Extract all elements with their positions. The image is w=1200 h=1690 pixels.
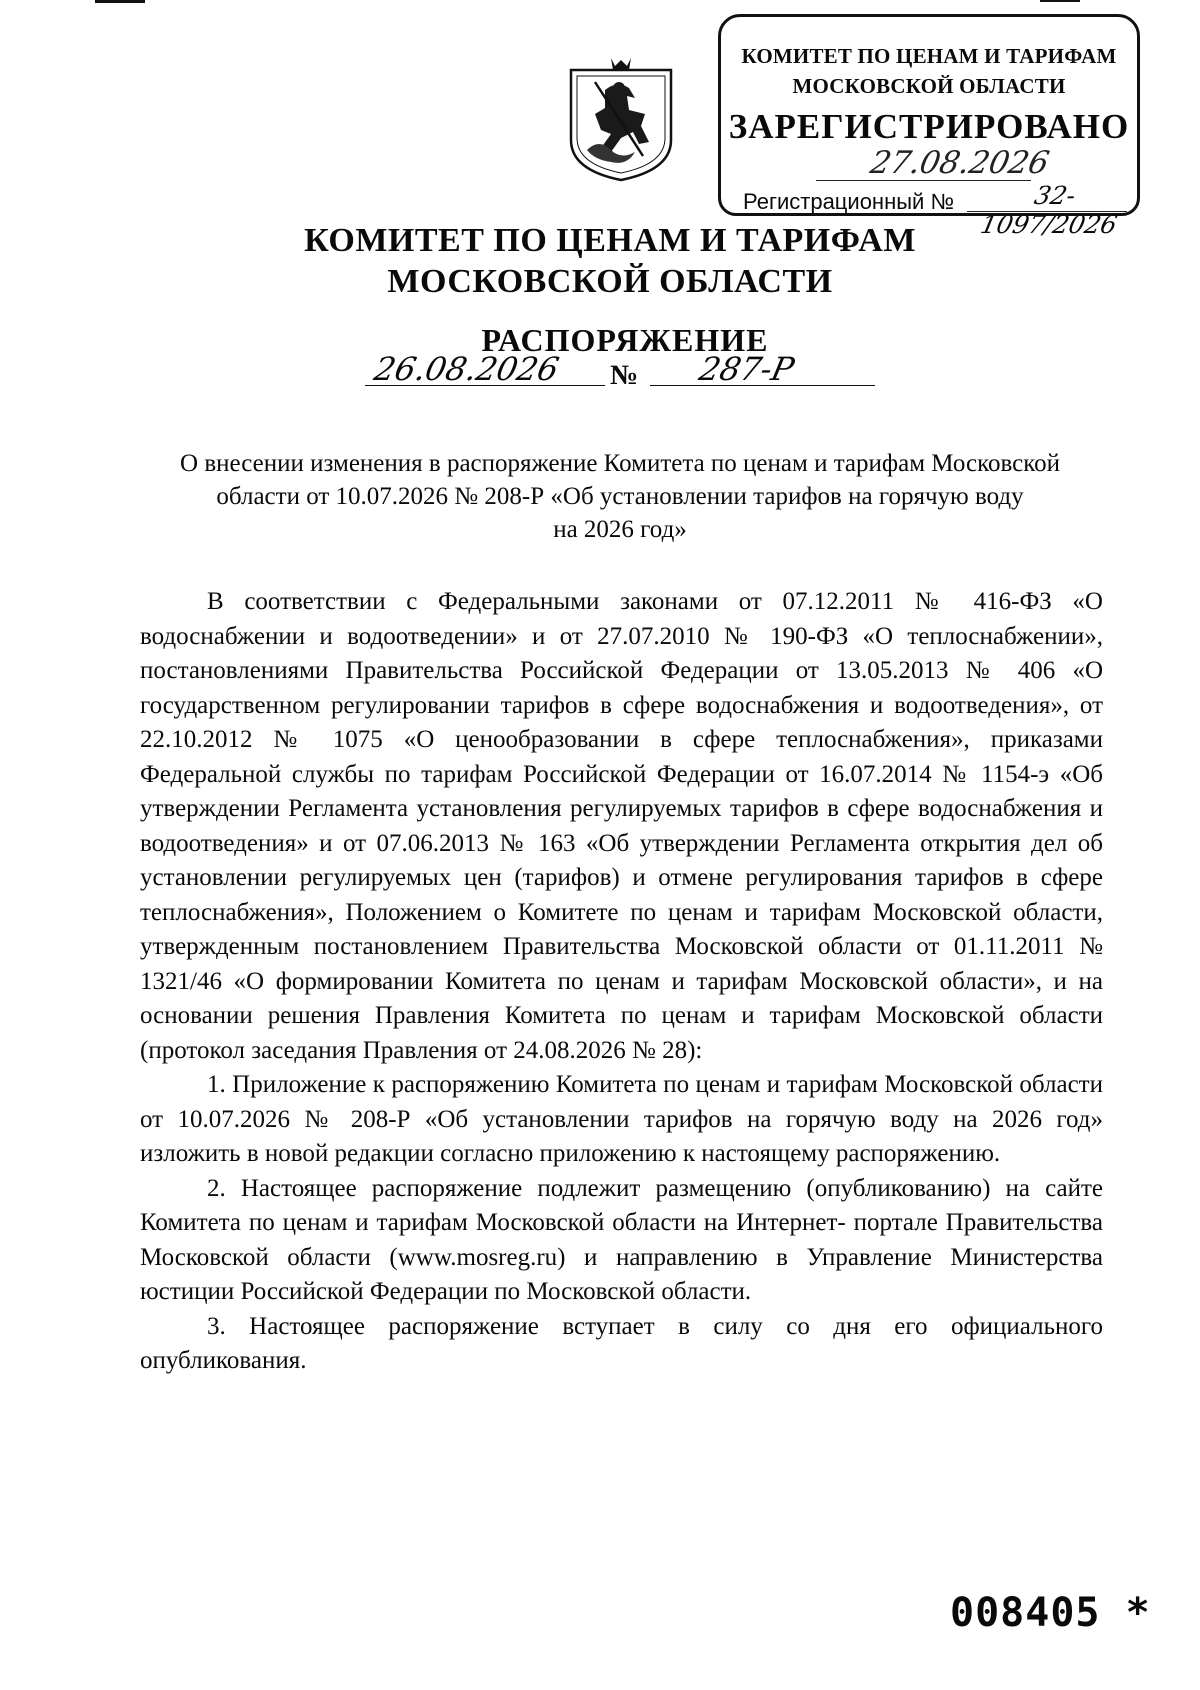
serial-number: 008405 *: [950, 1590, 1151, 1636]
date-underline: [365, 385, 605, 386]
clause-3: 3. Настоящее распоряжение вступает в силу со дня его официального опубликования.: [140, 1312, 1103, 1374]
document-date: 26.08.2026: [370, 350, 563, 388]
subject-line: О внесении изменения в распоряжение Комитета по ценам и тарифам Московской: [180, 450, 1060, 477]
subject-line: области от 10.07.2026 № 208-Р «Об установлении тарифов на горячую воду: [216, 483, 1024, 510]
subject-line: на 2026 год»: [553, 516, 687, 543]
stamp-org-line2: МОСКОВСКОЙ ОБЛАСТИ: [792, 74, 1066, 98]
org-title-line2: МОСКОВСКОЙ ОБЛАСТИ: [387, 263, 833, 300]
stamp-status: ЗАРЕГИСТРИРОВАНО: [728, 107, 1130, 146]
scan-edge-mark: [1040, 0, 1080, 2]
stamp-reg-underline: [967, 211, 1127, 212]
clause-2: 2. Настоящее распоряжение подлежит размещению (опубликованию) на сайте Комитета по ценам и тарифам Московской области на Интернет- портале Правительства Московской области (www.mosreg.ru) и направлению в Управление Министерства юстиции Российской Федерации по Московской области.: [140, 1174, 1103, 1305]
stamp-reg-label: Регистрационный №: [743, 189, 955, 214]
clause-1: 1. Приложение к распоряжению Комитета по ценам и тарифам Московской области от 10.07.2026 № 208-Р «Об установлении тарифов на горячую воду на 2026 год» изложить в новой редакции согласно приложению к настоящему распоряжению.: [140, 1071, 1103, 1167]
number-sign: №: [610, 360, 639, 391]
stamp-org-line1: КОМИТЕТ ПО ЦЕНАМ И ТАРИФАМ: [741, 44, 1117, 68]
moscow-oblast-coat-of-arms-icon: [565, 52, 677, 182]
document-number: 287-Р: [695, 350, 798, 388]
preamble-paragraph: В соответствии с Федеральными законами от 07.12.2011 № 416-ФЗ «О водоснабжении и водоотведении» и от 27.07.2010 № 190-ФЗ «О теплоснабжении», постановлениями Правительства Российской Федерации от 13.05.2013 № 406 «О государственном регулировании тарифов в сфере водоснабжения и водоотведения», от 22.10.2012 № 1075 «О ценообразовании в сфере теплоснабжения», приказами Федеральной службы по тарифам Российской Федерации от 16.07.2014 № 1154-э «Об утверждении Регламента установления регулируемых тарифов в сфере водоснабжения и водоотведения» и от 07.06.2013 № 163 «Об утверждении Регламента открытия дел об установлении регулируемых цен (тарифов) и отмене регулирования тарифов в сфере теплоснабжения», Положением о Комитете по ценам и тарифам Московской области, утвержденным постановлением Правительства Московской области от 01.11.2011 № 1321/46 «О формировании Комитета по ценам и тарифам Московской области», и на основании решения Правления Комитета по ценам и тарифам Московской области (протокол заседания Правления от 24.08.2026 № 28):: [140, 588, 1103, 1064]
document-type: РАСПОРЯЖЕНИЕ: [481, 322, 769, 358]
org-title-line1: КОМИТЕТ ПО ЦЕНАМ И ТАРИФАМ: [304, 222, 916, 259]
stamp-reg-number: 32-1097/2026: [977, 181, 1120, 239]
number-underline: [650, 385, 875, 386]
document-subject: [140, 447, 1100, 546]
registration-stamp: [718, 14, 1140, 239]
document-body: [140, 585, 1103, 1379]
scan-edge-mark: [95, 0, 145, 3]
stamp-date: 27.08.2026: [867, 145, 1053, 181]
